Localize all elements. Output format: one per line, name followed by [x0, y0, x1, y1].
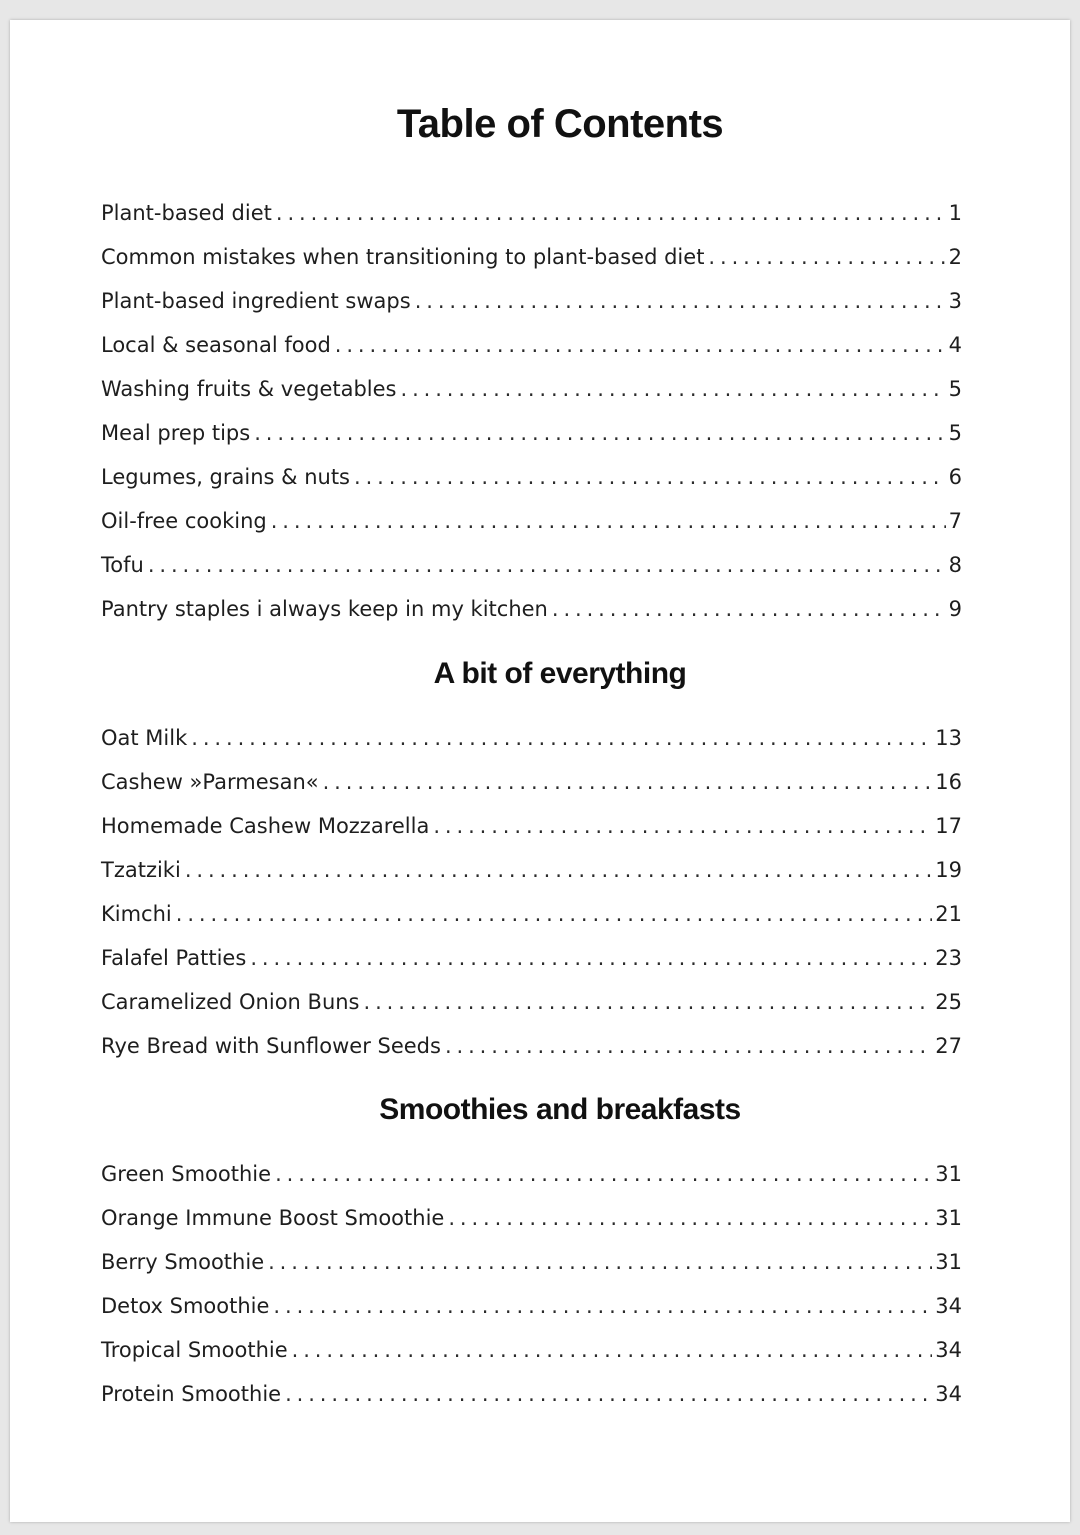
page-title: Table of Contents — [396, 102, 724, 146]
toc-page-number: 31 — [935, 1162, 962, 1186]
toc-entry[interactable] — [101, 582, 962, 626]
toc-entry-label: Detox Smoothie — [101, 1294, 270, 1318]
toc-entry-label: Common mistakes when transitioning to plant-based diet — [101, 245, 705, 269]
toc-entry[interactable] — [101, 318, 962, 362]
toc-dot-leader — [415, 288, 946, 314]
toc-entry[interactable] — [101, 274, 962, 318]
toc-entry[interactable] — [101, 450, 962, 494]
toc-entry-label: Falafel Patties — [101, 946, 247, 970]
toc-entry[interactable] — [101, 887, 962, 931]
toc-dot-leader — [364, 989, 933, 1015]
toc-page-number: 5 — [948, 421, 962, 445]
toc-page-number: 27 — [935, 1034, 962, 1058]
toc-entry[interactable] — [101, 406, 962, 450]
toc-entry[interactable] — [101, 843, 962, 887]
toc-dot-leader — [275, 1161, 932, 1187]
toc-entry-label: Tropical Smoothie — [101, 1338, 288, 1362]
toc-dot-leader — [285, 1381, 932, 1407]
toc-entry-label: Local & seasonal food — [101, 333, 331, 357]
toc-page-number: 21 — [935, 902, 962, 926]
toc-page-number: 31 — [935, 1206, 962, 1230]
toc-dot-leader — [552, 596, 946, 622]
toc-entry-label: Kimchi — [101, 902, 172, 926]
toc-page-number: 17 — [935, 814, 962, 838]
toc-dot-leader — [401, 376, 946, 402]
toc-dot-leader — [254, 420, 945, 446]
toc-entry-label: Berry Smoothie — [101, 1250, 265, 1274]
toc-entry-label: Homemade Cashew Mozzarella — [101, 814, 430, 838]
toc-page-number: 16 — [935, 770, 962, 794]
toc-entry-label: Cashew »Parmesan« — [101, 770, 319, 794]
toc-entry[interactable] — [101, 975, 962, 1019]
section-heading-a-bit-of-everything: A bit of everything — [433, 657, 687, 690]
toc-entry-label: Plant-based ingredient swaps — [101, 289, 411, 313]
toc-entry-label: Green Smoothie — [101, 1162, 272, 1186]
toc-section-smoothies-and-breakfasts — [101, 1147, 962, 1411]
toc-entry-label: Orange Immune Boost Smoothie — [101, 1206, 445, 1230]
toc-page-number: 2 — [948, 245, 962, 269]
toc-entry[interactable] — [101, 1279, 962, 1323]
toc-entry-label: Oil-free cooking — [101, 509, 267, 533]
toc-entry[interactable] — [101, 494, 962, 538]
document-page — [10, 20, 1070, 1522]
toc-page-number: 31 — [935, 1250, 962, 1274]
toc-dot-leader — [276, 200, 946, 226]
toc-entry-label: Legumes, grains & nuts — [101, 465, 350, 489]
toc-dot-leader — [292, 1337, 933, 1363]
toc-page-number: 23 — [935, 946, 962, 970]
toc-dot-leader — [148, 552, 946, 578]
toc-page-number: 8 — [948, 553, 962, 577]
toc-page-number: 13 — [935, 726, 962, 750]
toc-entry[interactable] — [101, 1323, 962, 1367]
toc-entry-label: Pantry staples i always keep in my kitchen — [101, 597, 548, 621]
toc-entry[interactable] — [101, 755, 962, 799]
toc-entry-label: Oat Milk — [101, 726, 188, 750]
toc-dot-leader — [271, 508, 946, 534]
toc-section-intro — [101, 186, 962, 626]
toc-entry[interactable] — [101, 1367, 962, 1411]
toc-page-number: 9 — [948, 597, 962, 621]
toc-dot-leader — [176, 901, 933, 927]
toc-entry[interactable] — [101, 711, 962, 755]
toc-page-number: 34 — [935, 1382, 962, 1406]
toc-entry-label: Tzatziki — [101, 858, 181, 882]
toc-entry[interactable] — [101, 931, 962, 975]
toc-entry-label: Meal prep tips — [101, 421, 251, 445]
toc-entry-label: Rye Bread with Sunflower Seeds — [101, 1034, 441, 1058]
toc-page-number: 3 — [948, 289, 962, 313]
toc-dot-leader — [433, 813, 932, 839]
toc-section-a-bit-of-everything — [101, 711, 962, 1063]
toc-dot-leader — [335, 332, 946, 358]
toc-page-number: 7 — [948, 509, 962, 533]
toc-entry[interactable] — [101, 538, 962, 582]
toc-entry-label: Protein Smoothie — [101, 1382, 282, 1406]
toc-dot-leader — [448, 1205, 932, 1231]
toc-entry-label: Caramelized Onion Buns — [101, 990, 360, 1014]
toc-page-number: 1 — [948, 201, 962, 225]
toc-dot-leader — [273, 1293, 932, 1319]
toc-page-number: 5 — [948, 377, 962, 401]
toc-page-number: 6 — [948, 465, 962, 489]
toc-dot-leader — [708, 244, 945, 270]
toc-entry[interactable] — [101, 1147, 962, 1191]
toc-page-number: 34 — [935, 1338, 962, 1362]
toc-entry[interactable] — [101, 230, 962, 274]
toc-entry[interactable] — [101, 1019, 962, 1063]
toc-entry-label: Washing fruits & vegetables — [101, 377, 397, 401]
toc-dot-leader — [191, 725, 932, 751]
toc-page-number: 19 — [935, 858, 962, 882]
toc-entry-label: Tofu — [101, 553, 144, 577]
toc-dot-leader — [185, 857, 932, 883]
toc-dot-leader — [268, 1249, 932, 1275]
toc-dot-leader — [445, 1033, 932, 1059]
toc-entry[interactable] — [101, 799, 962, 843]
toc-entry[interactable] — [101, 1235, 962, 1279]
toc-entry[interactable] — [101, 1191, 962, 1235]
toc-page-number: 25 — [935, 990, 962, 1014]
toc-page-number: 34 — [935, 1294, 962, 1318]
section-heading-smoothies-and-breakfasts: Smoothies and breakfasts — [379, 1093, 741, 1126]
toc-dot-leader — [354, 464, 946, 490]
toc-dot-leader — [323, 769, 933, 795]
toc-page-number: 4 — [948, 333, 962, 357]
toc-entry[interactable] — [101, 362, 962, 406]
toc-entry[interactable] — [101, 186, 962, 230]
toc-dot-leader — [250, 945, 932, 971]
toc-entry-label: Plant-based diet — [101, 201, 272, 225]
